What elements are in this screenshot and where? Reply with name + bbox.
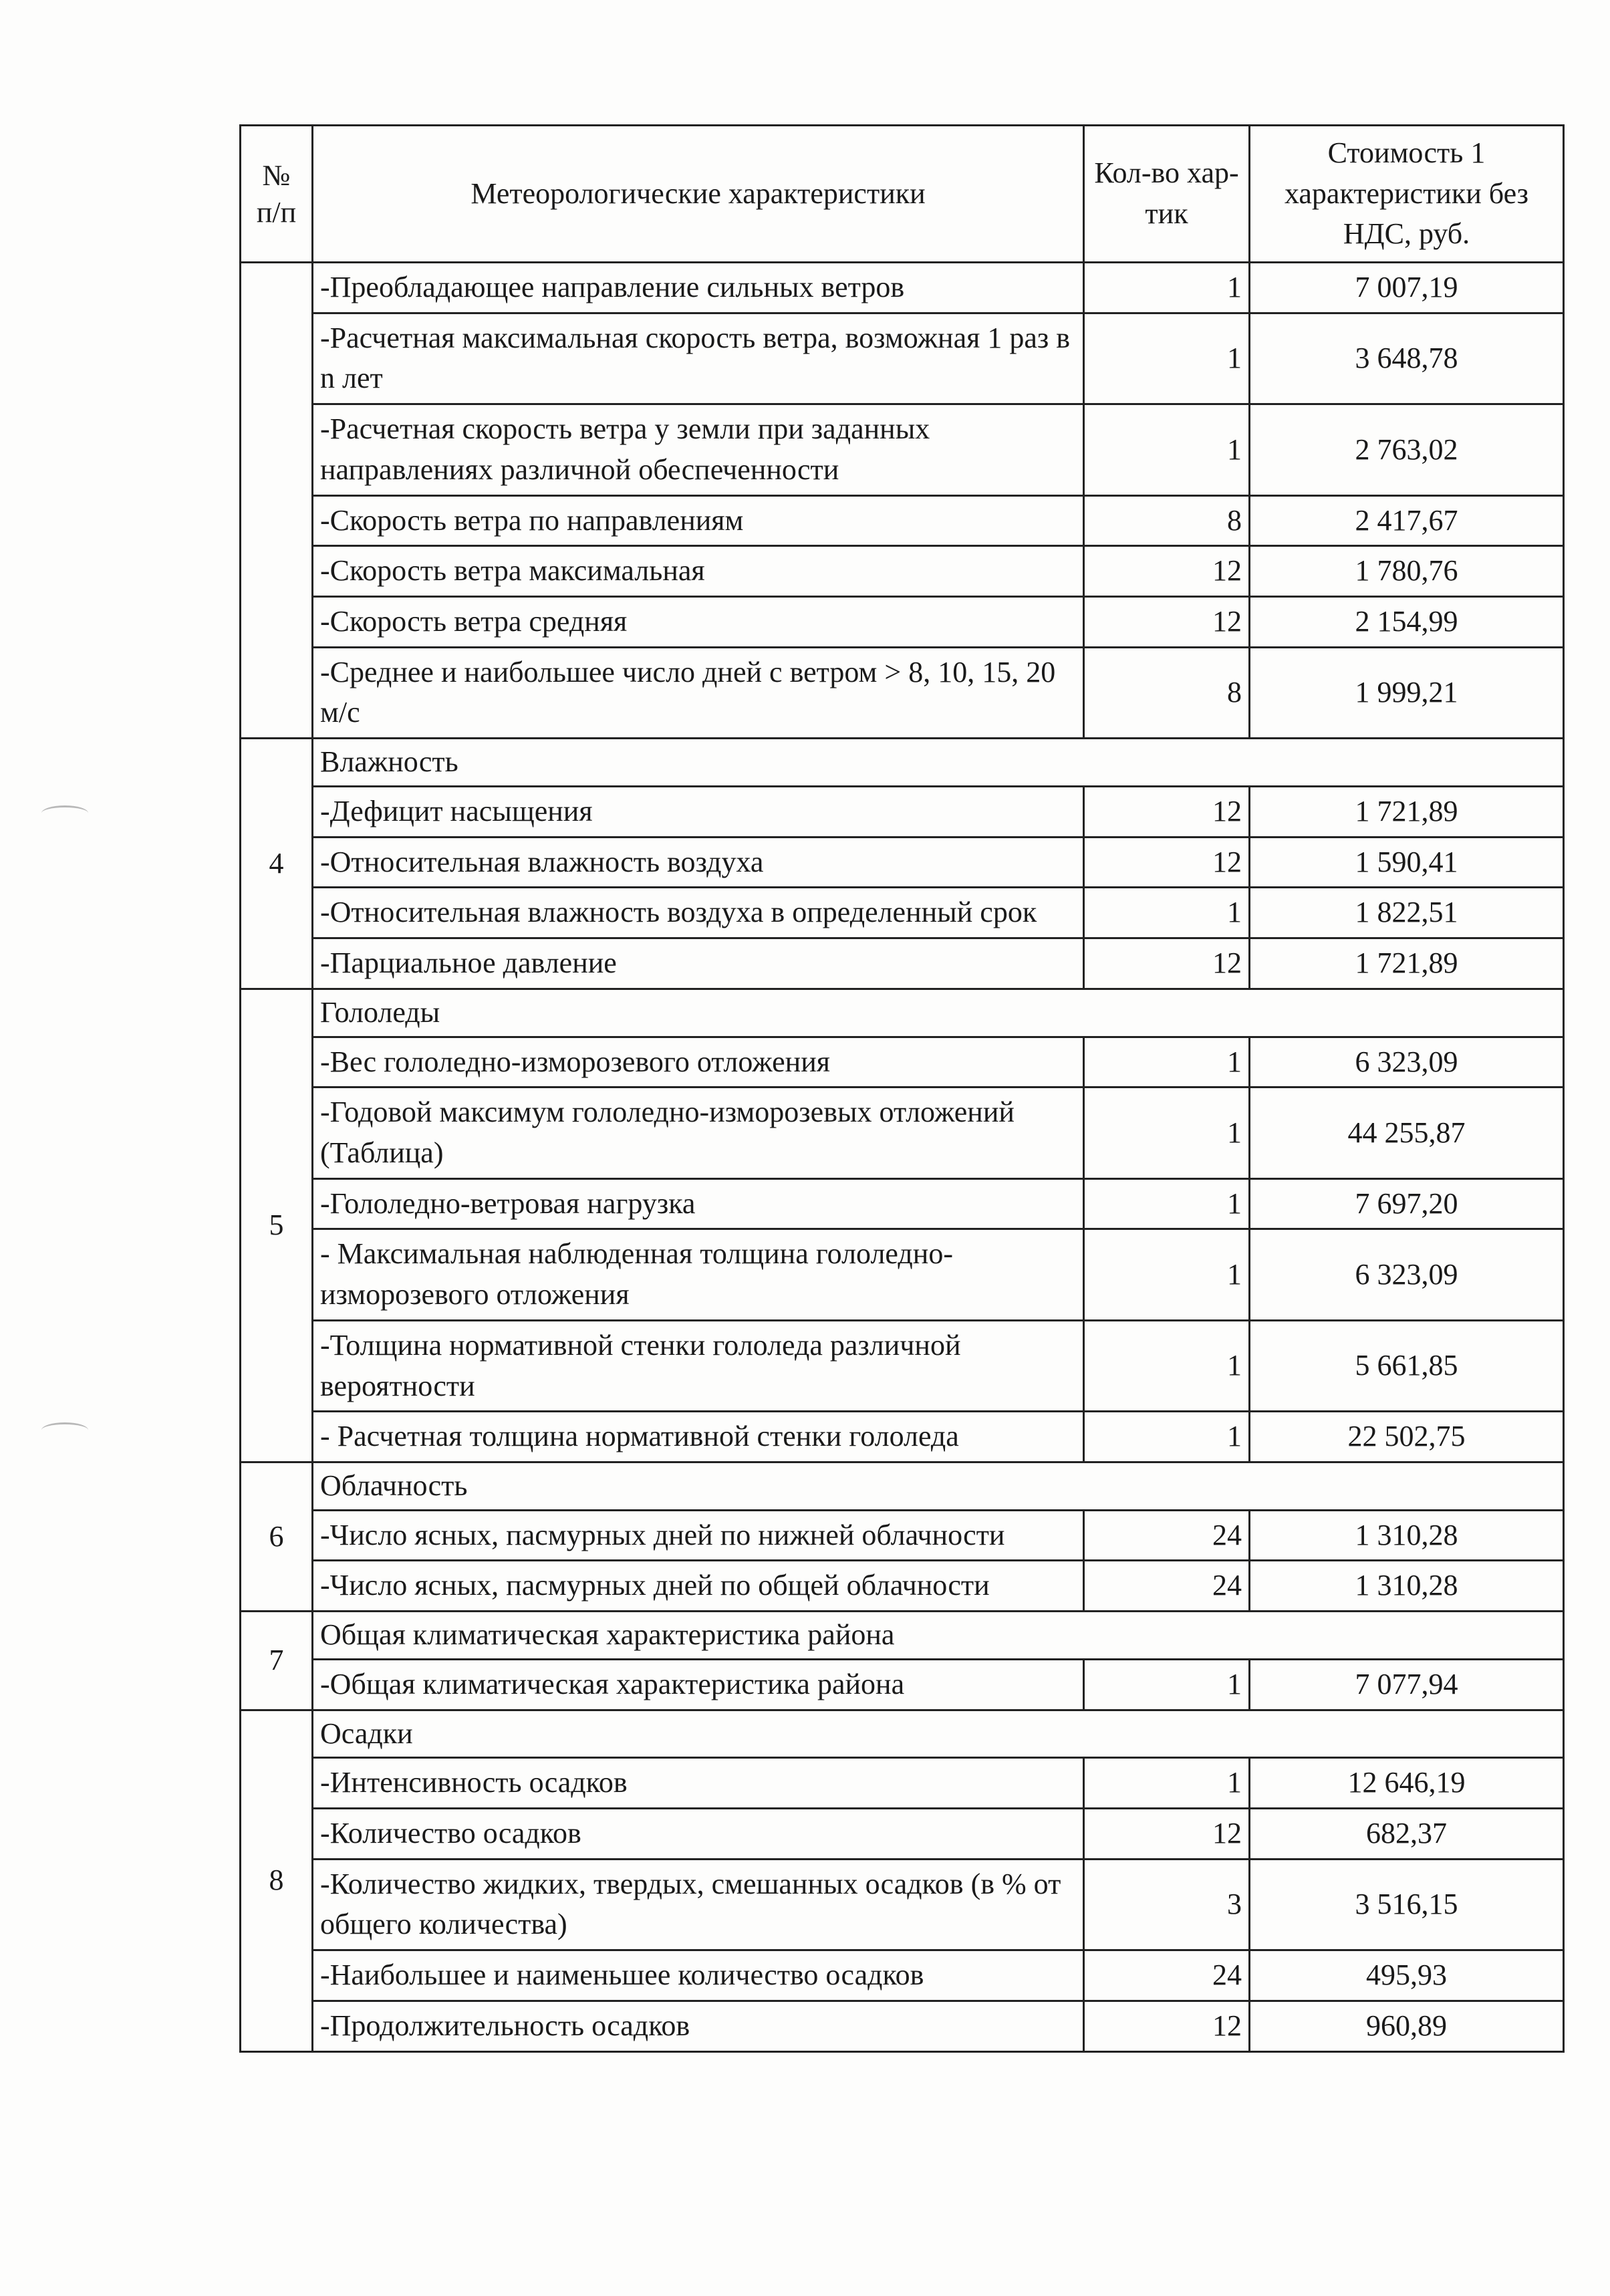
table-row	[241, 1809, 1564, 1860]
characteristic-name: -Число ясных, пасмурных дней по общей облачности	[313, 1561, 1084, 1612]
characteristic-count: 1	[1084, 1229, 1250, 1320]
table-row	[241, 647, 1564, 738]
table-row	[241, 313, 1564, 404]
characteristic-name: - Максимальная наблюденная толщина гололедно-изморозевого отложения	[313, 1229, 1084, 1320]
characteristic-count: 1	[1084, 1088, 1250, 1178]
characteristic-cost: 5 661,85	[1250, 1320, 1564, 1411]
table-row	[241, 1950, 1564, 2001]
group-number: 6	[241, 1462, 313, 1611]
characteristic-count: 8	[1084, 647, 1250, 738]
characteristic-count: 1	[1084, 1758, 1250, 1809]
characteristic-count: 24	[1084, 1510, 1250, 1561]
characteristic-name: -Относительная влажность воздуха в определенный срок	[313, 888, 1084, 938]
characteristic-cost: 2 154,99	[1250, 597, 1564, 648]
characteristic-count: 1	[1084, 1320, 1250, 1411]
characteristic-count: 8	[1084, 495, 1250, 546]
characteristic-count: 12	[1084, 546, 1250, 597]
characteristic-cost: 3 516,15	[1250, 1859, 1564, 1950]
characteristic-cost: 7 697,20	[1250, 1178, 1564, 1229]
table-row	[241, 597, 1564, 648]
table-row	[241, 263, 1564, 313]
characteristic-cost: 1 721,89	[1250, 786, 1564, 837]
characteristic-cost: 1 310,28	[1250, 1510, 1564, 1561]
characteristic-count: 1	[1084, 1412, 1250, 1462]
characteristic-cost: 22 502,75	[1250, 1412, 1564, 1462]
characteristic-count: 12	[1084, 1809, 1250, 1860]
table-row	[241, 1859, 1564, 1950]
group-number: 8	[241, 1710, 313, 2051]
characteristic-name: - Расчетная толщина нормативной стенки гололеда	[313, 1412, 1084, 1462]
table-row	[241, 495, 1564, 546]
table-header-row	[241, 126, 1564, 263]
table-row	[241, 1561, 1564, 1612]
group-number: 4	[241, 739, 313, 989]
scan-binding-mark	[41, 805, 88, 821]
characteristic-count: 12	[1084, 2001, 1250, 2051]
characteristic-name: -Интенсивность осадков	[313, 1758, 1084, 1809]
table-row	[241, 1229, 1564, 1320]
table-row	[241, 2001, 1564, 2051]
characteristic-name: -Скорость ветра максимальная	[313, 546, 1084, 597]
characteristic-cost: 1 780,76	[1250, 546, 1564, 597]
characteristic-count: 12	[1084, 597, 1250, 648]
header-number: № п/п	[241, 126, 313, 263]
characteristic-count: 24	[1084, 1950, 1250, 2001]
characteristic-name: -Дефицит насыщения	[313, 786, 1084, 837]
section-title: Общая климатическая характеристика района	[313, 1612, 1564, 1660]
section-row	[241, 989, 1564, 1037]
characteristic-name: -Среднее и наибольшее число дней с ветром > 8, 10, 15, 20 м/с	[313, 647, 1084, 738]
section-title: Осадки	[313, 1710, 1564, 1758]
characteristic-name: -Количество жидких, твердых, смешанных осадков (в % от общего количества)	[313, 1859, 1084, 1950]
characteristic-count: 12	[1084, 938, 1250, 989]
table-row	[241, 1320, 1564, 1411]
section-title: Влажность	[313, 739, 1564, 787]
characteristic-cost: 6 323,09	[1250, 1229, 1564, 1320]
characteristic-cost: 1 590,41	[1250, 837, 1564, 888]
table-row	[241, 1758, 1564, 1809]
characteristic-name: -Толщина нормативной стенки гололеда различной вероятности	[313, 1320, 1084, 1411]
characteristic-cost: 7 007,19	[1250, 263, 1564, 313]
characteristic-name: -Число ясных, пасмурных дней по нижней облачности	[313, 1510, 1084, 1561]
characteristic-cost: 1 310,28	[1250, 1561, 1564, 1612]
characteristic-count: 12	[1084, 786, 1250, 837]
characteristic-name: -Наибольшее и наименьшее количество осадков	[313, 1950, 1084, 2001]
characteristic-name: -Количество осадков	[313, 1809, 1084, 1860]
table-body	[241, 263, 1564, 2052]
characteristic-name: -Преобладающее направление сильных ветров	[313, 263, 1084, 313]
section-row	[241, 1612, 1564, 1660]
header-count: Кол-во хар-тик	[1084, 126, 1250, 263]
characteristic-cost: 2 763,02	[1250, 404, 1564, 495]
group-number: 7	[241, 1612, 313, 1710]
section-title: Облачность	[313, 1462, 1564, 1510]
characteristic-cost: 960,89	[1250, 2001, 1564, 2051]
characteristic-count: 1	[1084, 313, 1250, 404]
characteristic-name: -Скорость ветра средняя	[313, 597, 1084, 648]
characteristic-count: 1	[1084, 263, 1250, 313]
characteristic-name: -Скорость ветра по направлениям	[313, 495, 1084, 546]
characteristic-name: -Расчетная максимальная скорость ветра, возможная 1 раз в n лет	[313, 313, 1084, 404]
characteristic-count: 1	[1084, 888, 1250, 938]
header-characteristics: Метеорологические характеристики	[313, 126, 1084, 263]
section-title: Гололеды	[313, 989, 1564, 1037]
characteristic-count: 12	[1084, 837, 1250, 888]
section-row	[241, 1462, 1564, 1510]
characteristic-name: -Годовой максимум гололедно-изморозевых отложений (Таблица)	[313, 1088, 1084, 1178]
characteristic-cost: 682,37	[1250, 1809, 1564, 1860]
characteristic-cost: 1 999,21	[1250, 647, 1564, 738]
table-row	[241, 546, 1564, 597]
characteristic-count: 1	[1084, 1659, 1250, 1710]
characteristic-count: 3	[1084, 1859, 1250, 1950]
header-cost: Стоимость 1 характеристики без НДС, руб.	[1250, 126, 1564, 263]
characteristic-name: -Общая климатическая характеристика района	[313, 1659, 1084, 1710]
characteristic-count: 1	[1084, 1178, 1250, 1229]
characteristic-count: 1	[1084, 404, 1250, 495]
characteristic-cost: 1 721,89	[1250, 938, 1564, 989]
characteristic-cost: 44 255,87	[1250, 1088, 1564, 1178]
characteristic-name: -Гололедно-ветровая нагрузка	[313, 1178, 1084, 1229]
characteristic-cost: 2 417,67	[1250, 495, 1564, 546]
table-row	[241, 1178, 1564, 1229]
table-row	[241, 404, 1564, 495]
characteristic-name: -Расчетная скорость ветра у земли при заданных направлениях различной обеспеченности	[313, 404, 1084, 495]
table-row	[241, 1088, 1564, 1178]
table-row	[241, 1037, 1564, 1088]
characteristic-cost: 6 323,09	[1250, 1037, 1564, 1088]
characteristic-count: 1	[1084, 1037, 1250, 1088]
group-number: 5	[241, 989, 313, 1462]
scan-binding-mark	[41, 1422, 88, 1438]
table-row	[241, 1412, 1564, 1462]
table-row	[241, 1659, 1564, 1710]
section-row	[241, 739, 1564, 787]
characteristic-name: -Парциальное давление	[313, 938, 1084, 989]
table-row	[241, 837, 1564, 888]
characteristic-name: -Относительная влажность воздуха	[313, 837, 1084, 888]
group-number	[241, 263, 313, 739]
table-row	[241, 1510, 1564, 1561]
section-row	[241, 1710, 1564, 1758]
characteristic-name: -Вес гололедно-изморозевого отложения	[313, 1037, 1084, 1088]
characteristic-cost: 7 077,94	[1250, 1659, 1564, 1710]
characteristic-cost: 3 648,78	[1250, 313, 1564, 404]
characteristic-cost: 495,93	[1250, 1950, 1564, 2001]
meteorological-pricing-table	[239, 124, 1565, 2053]
table-row	[241, 888, 1564, 938]
table-row	[241, 938, 1564, 989]
characteristic-name: -Продолжительность осадков	[313, 2001, 1084, 2051]
characteristic-cost: 12 646,19	[1250, 1758, 1564, 1809]
characteristic-count: 24	[1084, 1561, 1250, 1612]
table-row	[241, 786, 1564, 837]
characteristic-cost: 1 822,51	[1250, 888, 1564, 938]
